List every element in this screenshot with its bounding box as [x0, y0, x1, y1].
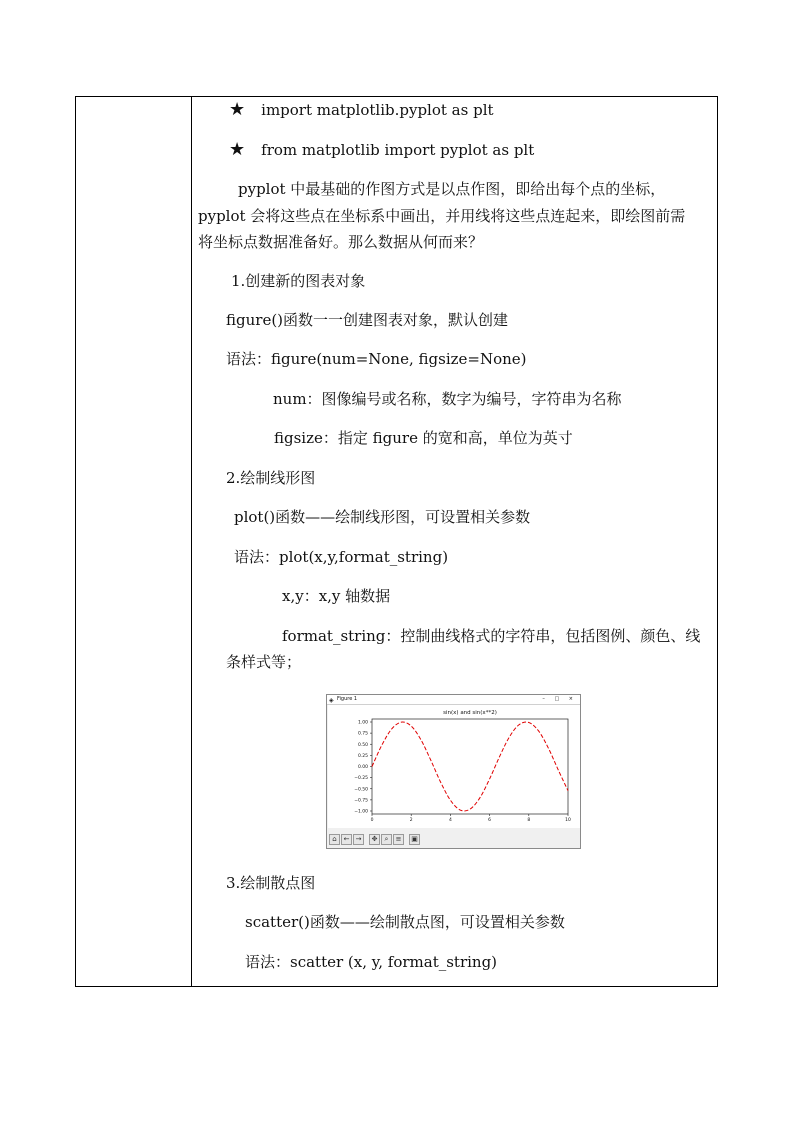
intro-line-1: pyplot 中最基础的作图方式是以点作图，即给出每个点的坐标， — [238, 180, 666, 198]
import-text-1: import matplotlib.pyplot as plt — [261, 101, 494, 119]
section-2-param-format-2: 条样式等； — [226, 653, 302, 671]
home-icon[interactable]: ⌂ — [329, 834, 340, 845]
section-1-param-num: num：图像编号或名称，数字为编号，字符串为名称 — [273, 390, 622, 408]
x-tick-label: 2 — [409, 818, 413, 823]
subplots-icon[interactable]: ≡ — [393, 834, 404, 845]
line-chart — [328, 705, 580, 828]
series-line — [372, 722, 568, 811]
section-1-param-figsize: figsize：指定 figure 的宽和高，单位为英寸 — [274, 429, 573, 447]
section-2-function: plot()函数——绘制线形图，可设置相关参数 — [234, 508, 531, 526]
intro-line-3: 将坐标点数据准备好。那么数据从何而来？ — [198, 233, 484, 251]
content-table — [75, 96, 718, 987]
section-2-param-format-1: format_string：控制曲线格式的字符串，包括图例、颜色、线 — [282, 627, 701, 645]
chart-title: sin(x) and sin(x**2) — [443, 710, 497, 716]
x-tick-label: 6 — [488, 818, 492, 823]
back-icon[interactable]: ← — [341, 834, 352, 845]
plot-frame — [372, 719, 568, 814]
y-tick-label: 0.75 — [357, 731, 368, 737]
zoom-icon[interactable]: ⌕ — [381, 834, 392, 845]
section-2-param-xy: x,y：x,y 轴数据 — [282, 587, 391, 605]
x-tick-label: 8 — [527, 818, 531, 823]
y-tick-label: 0.25 — [357, 753, 368, 759]
x-tick-label: 4 — [448, 818, 452, 823]
section-1-syntax: 语法：figure(num=None, figsize=None) — [226, 350, 527, 368]
figure-toolbar — [329, 833, 449, 846]
section-2-syntax: 语法：plot(x,y,format_string) — [234, 548, 449, 566]
section-1-heading: 1.创建新的图表对象 — [231, 272, 366, 290]
y-tick-label: −0.50 — [354, 787, 368, 793]
y-tick-label: 1.00 — [357, 720, 368, 726]
plot-area — [328, 705, 580, 828]
y-tick-label: −0.75 — [354, 798, 368, 804]
figure-window-icon: ◈ — [329, 697, 334, 704]
section-1-function: figure()函数一一创建图表对象，默认创建 — [226, 311, 509, 329]
save-icon[interactable]: ▣ — [409, 834, 420, 845]
import-line-2 — [229, 140, 534, 160]
section-3-function: scatter()函数——绘制散点图，可设置相关参数 — [245, 913, 565, 931]
window-title: Figure 1 — [337, 696, 358, 702]
window-title-bar — [327, 695, 580, 705]
x-tick-label: 10 — [565, 818, 571, 823]
table-left-column — [76, 97, 192, 986]
y-tick-label: −1.00 — [354, 809, 368, 815]
forward-icon[interactable]: → — [353, 834, 364, 845]
y-tick-label: 0.50 — [357, 742, 368, 748]
section-2-heading: 2.绘制线形图 — [226, 469, 316, 487]
window-controls[interactable]: – □ × — [542, 696, 577, 702]
y-tick-label: −0.25 — [354, 776, 368, 782]
section-3-syntax: 语法：scatter (x, y, format_string) — [245, 953, 498, 971]
section-3-heading: 3.绘制散点图 — [226, 874, 316, 892]
y-tick-label: 0.00 — [357, 765, 368, 770]
import-text-2: from matplotlib import pyplot as plt — [261, 141, 535, 159]
figure-window-screenshot — [326, 694, 581, 849]
import-line-1 — [229, 100, 494, 120]
star-bullet-icon: ★ — [229, 139, 246, 160]
star-bullet-icon: ★ — [229, 99, 246, 120]
x-tick-label: 0 — [370, 818, 374, 823]
pan-icon[interactable]: ✥ — [369, 834, 380, 845]
intro-line-2: pyplot 会将这些点在坐标系中画出，并用线将这些点连起来，即绘图前需 — [198, 207, 686, 225]
